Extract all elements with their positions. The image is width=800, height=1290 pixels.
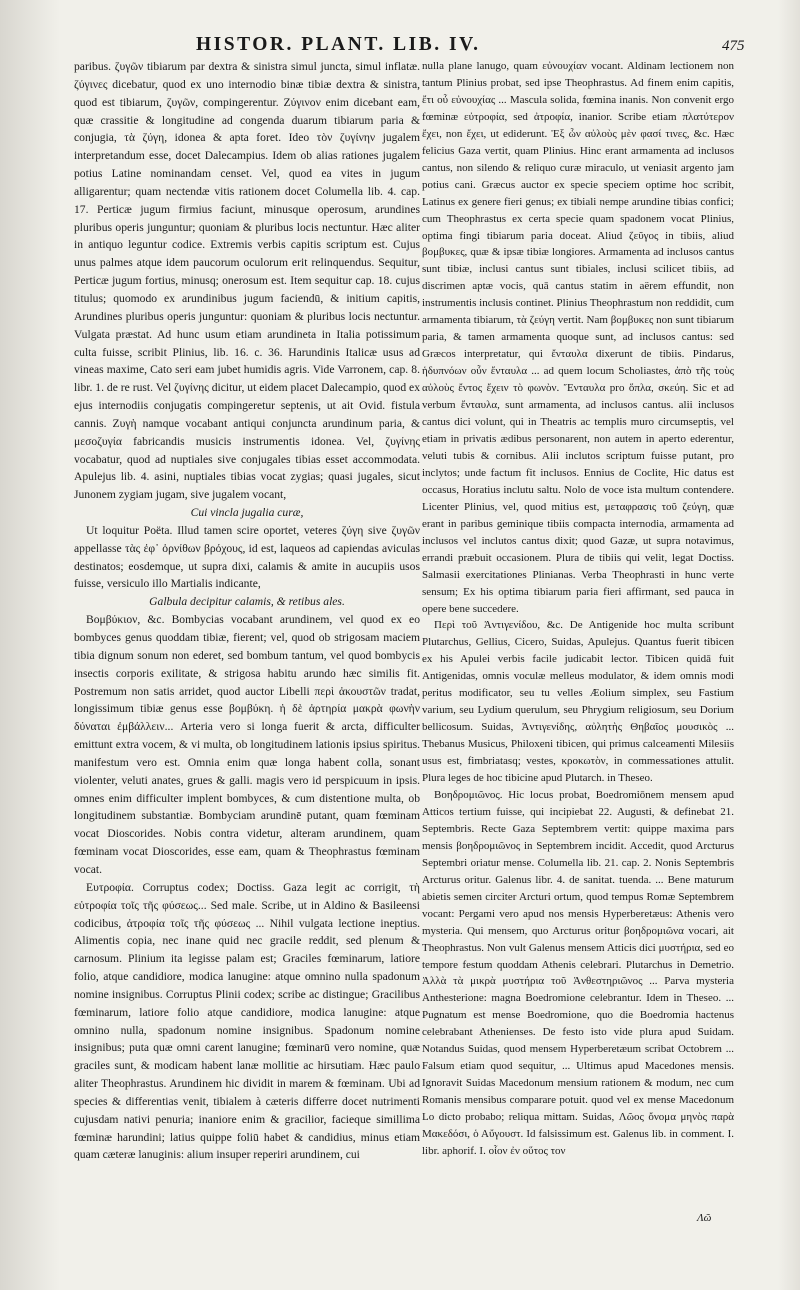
catchword: Λῶ [697, 1212, 712, 1224]
page-edge-shadow [778, 0, 800, 1290]
right-column [422, 58, 734, 1160]
paragraph: paribus. ζυγῶν tibiarum par dextra & sinistra simul juncta, simul inflatæ. ζύγινες dicebatur, quod ex uno internodio binæ tibiæ dextra & sinistra, quod est tibiarum, ζυγῶν, compingerentur. Ζύγινον enim dicebant eam, quæ crassitie & longitudine ad congenda duarum tibiarum paria & conjugia, τὰ ζύγη, idonea & apta foret. Ideo τὸν ζυγίνην jugalem interpretandum esse, docet Dalecampius. Idem ob alias rationes jugalem potius Latine nominandam censet. Vel, quod ea vites in jugum alligarentur; quam nectendæ vitis rationem docet Columella lib. 4. cap. 17. Perticæ jugum firmius faciunt, minusque operosum, arundines pluribus operis junguntur; quoniam & pluribus locis nectuntur. Hæc aliter in antiquo leguntur codice. Extremis verbis capitis scriptum est. Cujus unus palmes atque idem paucorum oculorum erit relinquendus. Sequitur, Perticæ jugum fortius, minusq; onerosum est. Item sequitur cap. 18. cujus titulus; quomodo ex arundinibus jugum faciendū, & initium capitis, Arundines pluribus operis junguntur: quoniam & pluribus locis nectuntur. Vulgata præstat. Ad hunc usum etiam arundineta in Italia potissimum culta fuisse, scribit Plinius, lib. 16. c. 36. Harundinis Italicæ usus ad vineas maxime, Cato seri eam jubet humidis agris. Vide Varronem, cap. 8. libr. 1. de re rust. Vel ζυγίνης dicitur, ut eidem placet Dalecampio, quod ex ejus internodiis conjugatis compingeretur septenis, ut ait Ovid. fistula cannis. Ζυγὴ namque vocabant antiqui conjuncta arundinum paria, & μεσοζυγία fabricandis musicis instrumentis idonea. Vel, ζυγίνης vocabatur, quod ad nuptiales sive conjugales tibias esset accommodata. Apulejus lib. 4. asini, nuptiales tibias vocat zygias; quasi jugales, sicut Junonem zygiam jugam, sive jugalem vocant, [74, 60, 420, 502]
verse-quote: Cui vincla jugalia curæ, [190, 506, 304, 520]
page-number: 475 [722, 38, 745, 54]
paragraph: nulla plane lanugo, quam εὐνουχίαν vocant. Aldinam lectionem non tantum Plinius probat, sed ipse Theophrastus. Ad finem enim capitis, ἔτι οὖ εὐνουχίας ... Mascula solida, fœmina inanis. Non convenit ergo fœminæ εὐτροφία, sed ἀτροφία, inanior. Scribe etiam πλατύτερον ἔχει, non ἔχει, ut ediderunt. Ἐξ ὧν αὐλοὺς μὲν φασί τινες, &c. Hæc felicius Gaza vertit, quam Plinius. Hinc erant armamenta ad inclusos cantus, non silendo & reliquo curæ miraculo, ut veniasit argento jam potius cani. Græcus auctor ex specie speciem optime hoc scribit, Latinus ex genere fieri genus; ex tibiali nempe arundine tibias confici; cum Theophrastus ex certa specie quam spadonem vocat Plinius, optima fingi tibiarum paria doceat. Aliud ζεῦγος in tibiis, aliud βομβυκες, quæ & ipsæ tibiæ longiores. Armamenta ad inclusos cantus sunt tibiæ, inclusi cantus sunt tibiales, inclusi scilicet tibiis, ad discrimen aptæ vocis, quā cantus statim in aërem effundit, non instrumentis inclusis continet. Plinius Theophrastum non reddidit, cum armamenta tibiarum, τὰ ζεύγη vertit. Nam βομβυκες non sunt tibiarum paria, & tamen armamenta quoque sunt, ad inclusos cantus: sed Græcos interpretatur, qui ἔνταυλα dixerunt de tibiis. Pindarus, ἡδυπνόων οὖν ἔνταυλα ... ad quem locum Scholiastes, ἀπὸ τῆς τοὺς αὐλοὺς ἔντος ἔχειν τὸ φωνὸν. Ἔνταυλα pro ὅπλα, σκεύη. Sic et ad verbum ἔνταυλα, sunt armamenta, ad inclusos cantus. alii inclusos cantus dici volunt, qui in Theatris ac templis muro circumseptis, vel etiam in privatis ædibus personarent, non autem in aperto ederentur, veluti tubis & cornibus. Alii inclutos scriptum fuisse putant, pro inclytos; unde factum fit inclusos. Ennius de Coclite, Hic datus est occasus, Horatius inclutu saltu. Nolo de voce ista multum contendere. Licenter Plinius, vel, quod mitius est, μεταφρασις τοῦ ζεύγη, quæ erant in paribus geminique tibiis compacta internodia, armamenta ad inclusos vel inclutos cantus dixit; quod Gazæ, ut supra notavimus, errandi præbuit occasionem. Plura de tibiis qui velit, legat Doctiss. Salmasii exercitationes Plinianas. Verba Theophrasti in hunc verte sensum; Ex his optima tibiarum paria fieri affirmant, sed pauca in opere bene succedere. [422, 60, 734, 615]
left-column [74, 58, 420, 1164]
paragraph: Βοηδρομιῶνος. Hic locus probat, Boedromiōnem mensem apud Atticos tertium fuisse, qui incipiebat 22. Augusti, & definebat 21. Septembris. Recte Gaza Septembrem vertit: quippe maxima pars mensis βοηδρομιῶνος in Septembrem incidit. Accedit, quod Arcturus Septembri oriatur mense. Columella lib. 21. cap. 2. Nonis Septembris Arcturus oritur. Galenus libr. 4. de sanitat. tuenda. ... Bene maturum abietis semen circiter Arcturi ortum, quod tempus Romæ Septembrem vocant: Pergami vero apud nos mensis Hyperberetæus: Athenis vero mysteria. Qui mensem, quo Arcturus oritur βοηδρομιῶνα vocari, ait Theophrastus. Non vult Galenus mensem Atticis dici μυστήρια, sed eo tempore festum quoddam Athenis celebrari. Plutarchus in Demetrio. Ἀλλὰ τὰ μικρὰ μυστήρια τοῦ Ἀνθεστηριῶνος ... Parva mysteria Anthesterione: magna Boedromione celebrantur. Idem in Theseo. ... Pugnatum est mense Boedromione, quo die Boedromia hactenus celebrabant Athenienses. De festo isto vide plura apud Suidam. Notandus Suidas, quod mensem Hyperberetæum scribat Octobrem ... Falsum etiam quod sequitur, ... Ultimus apud Macedones mensis. Ignoravit Suidas Macedonum mensium rationem & modum, nec cum Romanis mensibus comparare potuit. quod vel ex mense Macedonum Lo dicto probabo; reliqua mittam. Suidas, Λῶος ὄνομα μηνὸς παρὰ Μακεδόσι, ὁ Αὔγουστ. Id falsissimum est. Galenus lib. in comment. I. libr. aphorif. I. οἷον ἐν οὕτος τον [422, 788, 734, 1157]
gutter-shadow [0, 0, 60, 1290]
running-title: HISTOR. PLANT. LIB. IV. [196, 34, 481, 55]
paragraph: Περὶ τοῦ Ἀντιγενίδου, &c. De Antigenide hoc multa scribunt Plutarchus, Gellius, Cicero, Suidas, Apulejus. Quantus fuerit tibicen ex his Apulei verbis facile judicabit lector. Tibicen quidā fuit Antigenidas, omnis voculæ melleus modulator, & idem omnis modi peritus modificator, seu tu velles Æolium simplex, seu Fastium varium, seu Lydium querulum, seu Phrygium religiosum, seu Dorium bellicosum. Suidas, Ἀντιγενίδης, αὐλητὴς Θηβαῖος μουσικὸς ... Thebanus Musicus, Philoxeni tibicen, qui primus calceamenti Milesiis usus est, fimbriatasq; vestes, κροκωτὸν, in commessationes attulit. Plura leges de hoc tibicine apud Plutarch. in Theseo. [422, 619, 734, 785]
paragraph: Βομβύκιον, &c. Bombycias vocabant arundinem, vel quod ex eo bombyces genus quoddam tibiæ, fierent; vel, quod ob strigosam maciem tibia dignum sonum non ederet, sed bombum tantum, vel quod bombycis insectis corporis exilitate, & strigosa habitu arundo hæc similis fit. Postremum non satis arridet, quod auctor Libelli περὶ ἀκουστῶν tradat, longissimum tibiæ genus esse βομβύκη. ἡ δὲ ἀρτηρία μακρὰ φωνὴν δύναται ἐμβάλλειν... Arteria vero si longa fuerit & arcta, difficulter emittunt extra vocem, & vi multa, ob longitudinem lationis ipsius spiritus. manifestum vero est. Omnia enim quæ longa habent colla, sonant violenter, veluti anates, grues & galli. magis vero id perspicuum in ipsis. omnes enim difficulter implent bombyces, & cum distentione multa, ob longitudinem substantiæ. Bombyciam arundinē putant, quam fœminam vocat Dioscorides. Nobis contra videtur, alteram arundinem, quam fœminam vocat Dioscorides, esse eam, quam & Theophrastus fœminam vocat. [74, 613, 420, 876]
paragraph: Ut loquitur Poëta. Illud tamen scire oportet, veteres ζύγη sive ζυγῶν appellasse τὰς ἐφ᾽ ὀρνίθων βρόχους, id est, laqueos ad capiendas aviculas destinatos; eosdemque, ut supra dixi, calamis & amite in aucupiis usos fuisse, versiculo illo Martialis indicante, [74, 523, 420, 591]
paragraph: Ευτροφία. Corruptus codex; Doctiss. Gaza legit ac corrigit, τὴ εὐτροφία τοῖς τῆς φύσεως... Sed male. Scribe, ut in Aldino & Basileensi codicibus, ἀτροφία τοῖς τῆς φύσεως ... Nihil vulgata lectione ineptius. Alimentis copia, nec inane quid nec gracile reddit, sed plenum & carnosum. Plinium ita legisse palam est; Graciles fœminarum, latiore folio, atque candidiore, modica lanugine: atque omnino nulla spadonum nomine insignibus. Corruptus Plinii codex; scribe ac distingue; Gracilibus fœminarum, latiore folio atque candidiore, modica lanugine: atque omnino nulla, spadonum nomine insignibus. Spadonum nomine insignibus; puta quæ omni carent lanugine; fœminarū vero nomine, quæ graciles sunt, & modicam habent lanæ mollitie ac hirsutiam. Hæc paulo aliter Theophrastus. Arundinem hic dividit in marem & fœminam. Ubi ad species & differentias venit, tibialem à cæteris differre docet nutrimenti cujusdam nativi penuria; inaniore enim & gracilior, facieque simillima fœminæ harundini; latius quippe foliū habet & candidius, minus etiam quam cæteræ lanuginis: alium insuper reperiri arundinem, cui [74, 880, 420, 1162]
verse-quote: Galbula decipitur calamis, & retibus ales. [149, 595, 345, 609]
